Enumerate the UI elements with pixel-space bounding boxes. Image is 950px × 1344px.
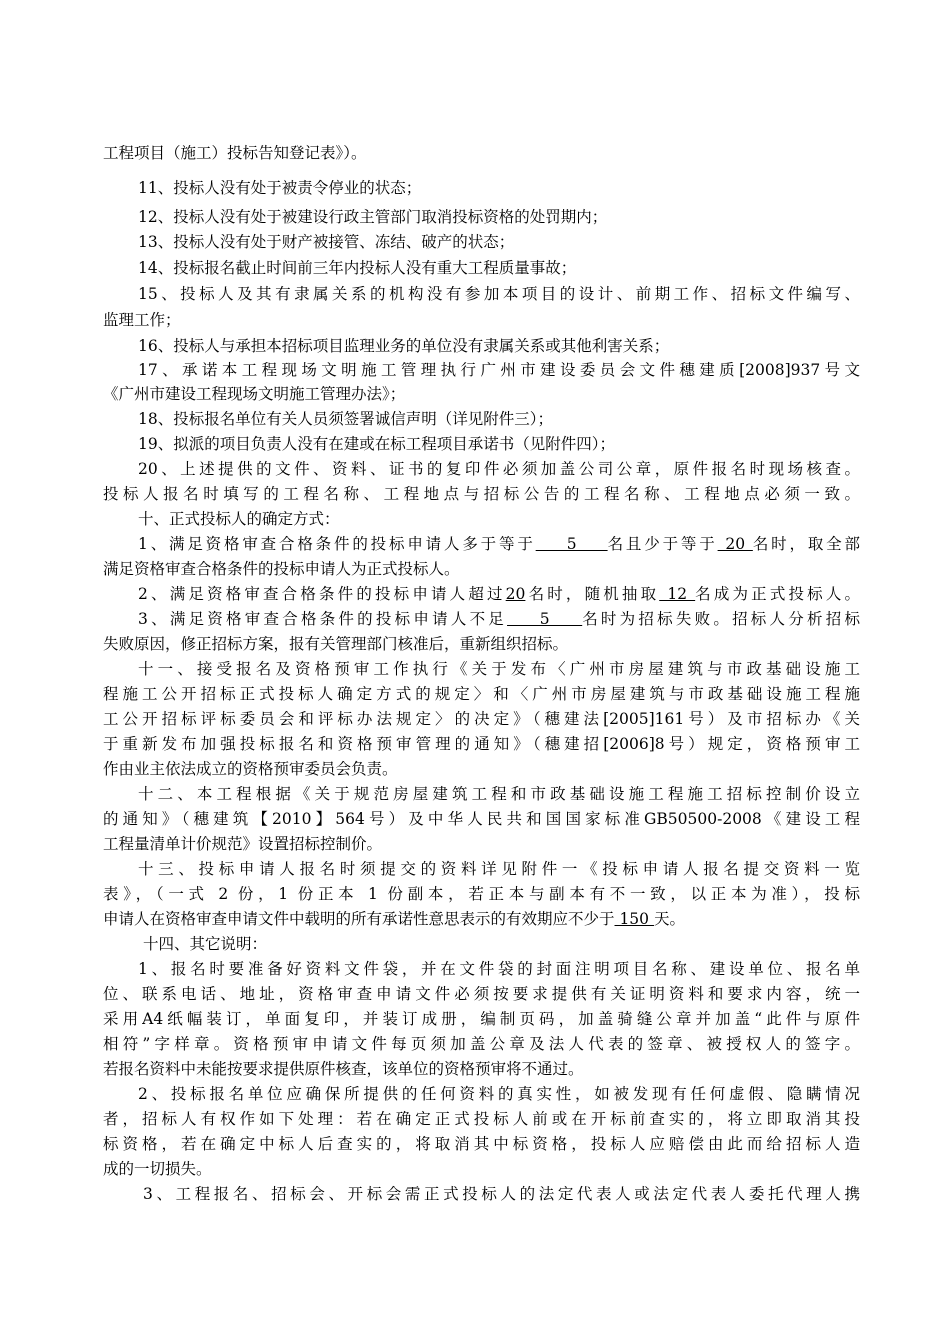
text-line: 工程量清单计价规范》设置招标控制价。 [103,835,383,853]
text-line: 作由业主依法成立的资格预审委员会负责。 [103,760,398,778]
text-line: 失败原因，修正招标方案，报有关管理部门核准后，重新组织招标。 [103,635,569,653]
text-line: 成的一切损失。 [103,1160,212,1178]
text-line: 相符”字样章。资格预审申请文件每页须加盖公章及法人代表的签章、被授权人的签字。 [103,1035,860,1053]
list-item-20: 20、上述提供的文件、资料、证书的复印件必须加盖公司公章，原件报名时现场核查。 [138,460,860,478]
text-line: 监理工作； [103,311,181,329]
note-2: 2、投标报名单位应确保所提供的任何资料的真实性，如被发现有任何虚假、隐瞒情况 [138,1085,860,1103]
list-item-16: 16、投标人与承担本招标项目监理业务的单位没有隶属关系或其他利害关系； [138,337,670,355]
underlined-value: 12 [659,585,696,603]
underlined-value: 20 [717,535,753,553]
clause-10-2: 2、满足资格审查合格条件的投标申请人超过20名时，随机抽取 12 名成为正式投标人。 [138,585,860,603]
text-line: 工程项目（施工）投标告知登记表》）。 [103,144,367,162]
list-item-13: 13、投标人没有处于财产被接管、冻结、破产的状态； [138,233,515,251]
text-line: 工公开招标评标委员会和评标办法规定〉的决定》（穗建法[2005]161号）及市招标办《关 [103,710,860,728]
text-line: 若报名资料中未能按要求提供原件核查，该单位的资格预审将不通过。 [103,1060,584,1078]
section-heading-13: 十三、投标申请人报名时须提交的资料详见附件一《投标申请人报名提交资料一览 [138,860,860,878]
text-line: 位、联系电话、地址，资格审查申请文件必须按要求提供有关证明资料和要求内容，统一 [103,985,860,1003]
section-heading-11: 十一、接受报名及资格预审工作执行《关于发布〈广州市房屋建筑与市政基础设施工 [138,660,860,678]
underlined-value: 5 [507,610,583,628]
section-heading-14: 十四、其它说明： [143,935,268,953]
list-item-14: 14、投标报名截止时间前三年内投标人没有重大工程质量事故； [138,259,577,277]
list-item-17: 17、承诺本工程现场文明施工管理执行广州市建设委员会文件穗建质[2008]937号文 [138,361,860,379]
list-item-15: 15、投标人及其有隶属关系的机构没有参加本项目的设计、前期工作、招标文件编写、 [138,285,860,303]
underlined-value: 5 [535,535,608,553]
text-line: 投标人报名时填写的工程名称、工程地点与招标公告的工程名称、工程地点必须一致。 [103,485,860,503]
text-line: 者，招标人有权作如下处理：若在确定正式投标人前或在开标前查实的，将立即取消其投 [103,1110,860,1128]
underlined-value: 20 [505,585,526,603]
text-line: 于重新发布加强投标报名和资格预审管理的通知》（穗建招[2006]8号）规定，资格预审工 [103,735,860,753]
list-item-11: 11、投标人没有处于被责令停业的状态； [138,179,422,197]
text-line: 标资格，若在确定中标人后查实的，将取消其中标资格，投标人应赔偿由此而给招标人造 [103,1135,860,1153]
clause-10-1: 1、满足资格审查合格条件的投标申请人多于等于 5 名且少于等于 20 名时，取全部 [138,535,860,553]
text-line: 满足资格审查合格条件的投标申请人为正式投标人。 [103,560,460,578]
section-heading-12: 十二、本工程根据《关于规范房屋建筑工程和市政基础设施工程施工招标控制价设立 [138,785,860,803]
list-item-18: 18、投标报名单位有关人员须签署诚信声明（详见附件三）； [138,410,553,428]
list-item-19: 19、拟派的项目负责人没有在建或在标工程项目承诺书（见附件四）； [138,435,615,453]
text-line: 采用A4纸幅装订，单面复印，并装订成册，编制页码，加盖骑缝公章并加盖“此件与原件 [103,1010,860,1028]
note-1: 1、报名时要准备好资料文件袋，并在文件袋的封面注明项目名称、建设单位、报名单 [138,960,860,978]
clause-10-3: 3、满足资格审查合格条件的投标申请人不足 5 名时为招标失败。招标人分析招标 [138,610,860,628]
text-line: 程施工公开招标正式投标人确定方式的规定〉和〈广州市房屋建筑与市政基础设施工程施 [103,685,860,703]
note-3: 3、工程报名、招标会、开标会需正式投标人的法定代表人或法定代表人委托代理人携 [143,1185,860,1203]
underlined-value: 150 [614,910,654,928]
section-heading-10: 十、正式投标人的确定方式： [138,510,340,528]
text-line: 《广州市建设工程现场文明施工管理办法》； [103,385,406,403]
list-item-12: 12、投标人没有处于被建设行政主管部门取消投标资格的处罚期内； [138,208,608,226]
text-line: 申请人在资格审查申请文件中载明的所有承诺性意思表示的有效期应不少于 150 天。 [103,910,685,928]
text-line: 表》，（一式 2 份，1 份正本 1 份副本，若正本与副本有不一致，以正本为准），投标 [103,885,860,903]
text-line: 的通知》（穗建筑【2010】564号）及中华人民共和国国家标准GB50500-2008《建设工程 [103,810,860,828]
